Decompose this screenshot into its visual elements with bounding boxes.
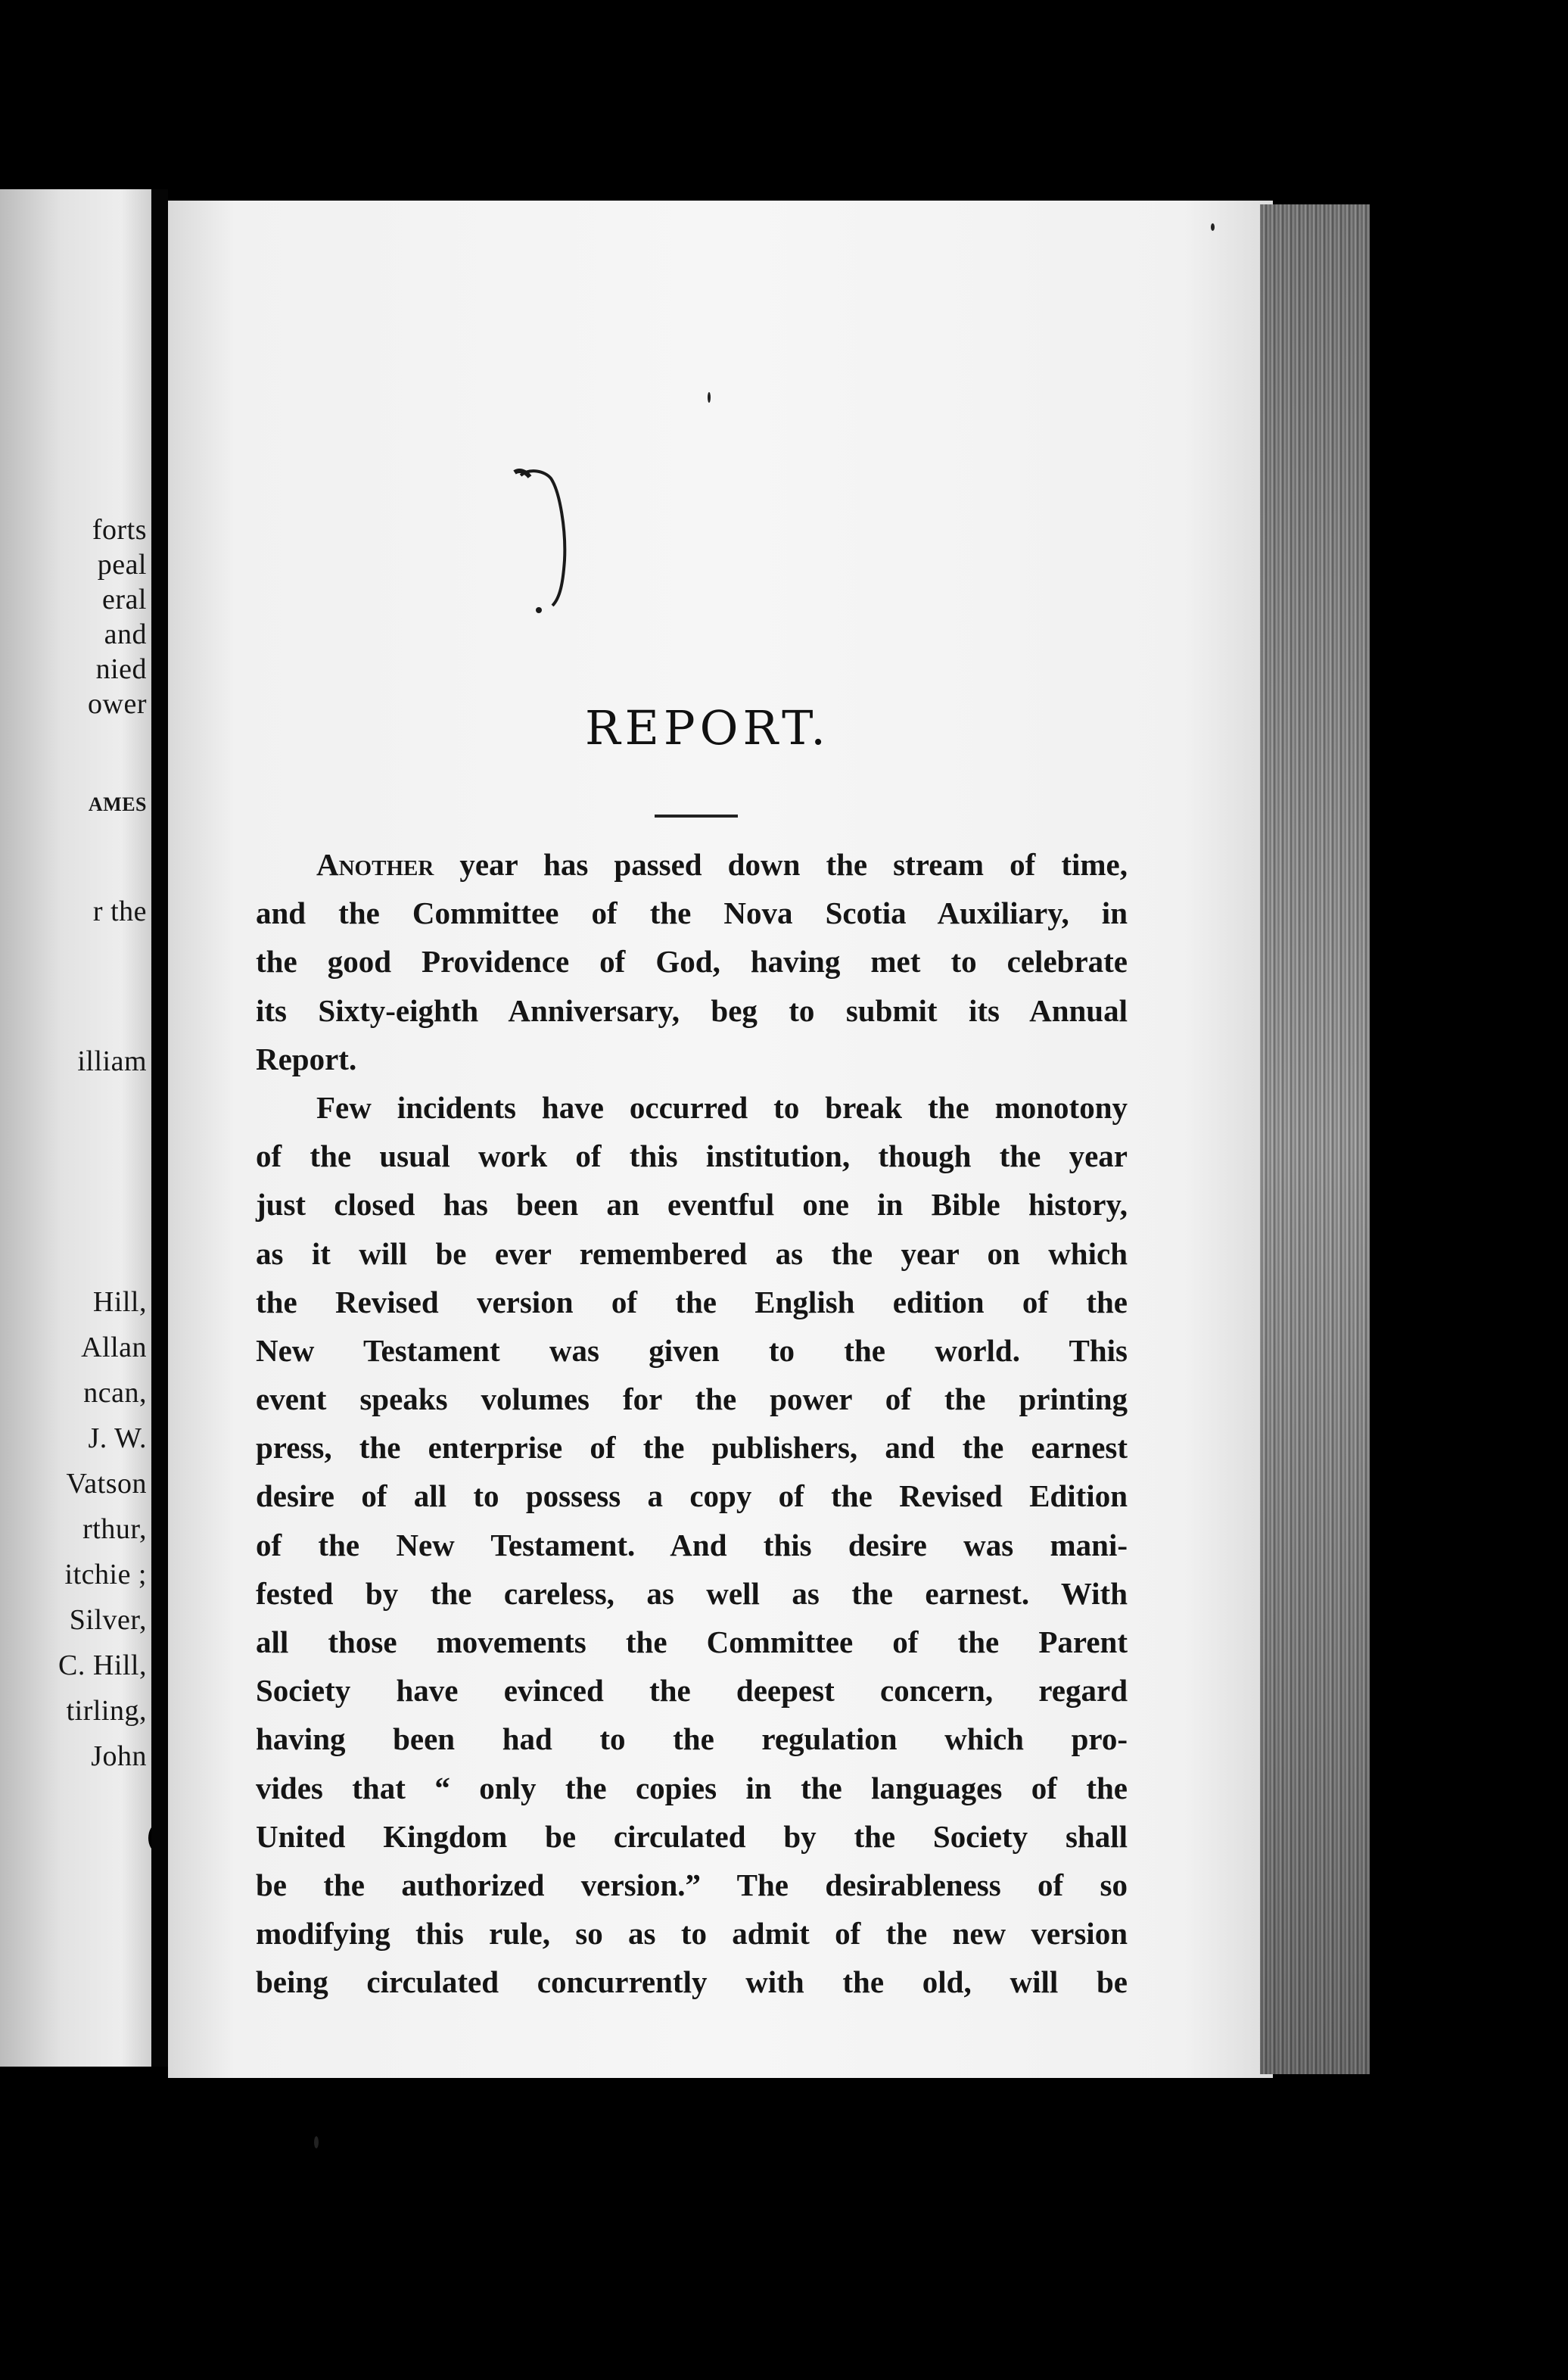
scan-speck bbox=[1211, 223, 1215, 231]
left-page-line: forts bbox=[92, 514, 147, 546]
left-page-line: ower bbox=[88, 688, 147, 720]
paragraph-line: desire of all to possess a copy of the Revised Edition bbox=[256, 1478, 1128, 1514]
paragraph-line: press, the enterprise of the publishers, and the earnest bbox=[256, 1430, 1128, 1466]
page-title: REPORT. bbox=[584, 700, 831, 755]
book-gutter bbox=[151, 189, 168, 2067]
paragraph-line: having been had to the regulation which pro- bbox=[256, 1721, 1128, 1757]
paragraph-line: United Kingdom be circulated by the Society shall bbox=[256, 1818, 1128, 1854]
paragraph-line: Society have evinced the deepest concern, regard bbox=[256, 1673, 1128, 1709]
left-page-line: AMES bbox=[88, 793, 147, 815]
left-page-line: J. W. bbox=[88, 1422, 147, 1454]
paragraph-line: Report. bbox=[256, 1041, 357, 1076]
left-page-line: illiam bbox=[77, 1045, 147, 1077]
paragraph-line: of the usual work of this institution, though the year bbox=[256, 1139, 1128, 1174]
left-page-line: Silver, bbox=[69, 1604, 147, 1636]
left-page-line: C. Hill, bbox=[58, 1649, 147, 1681]
paragraph-line: the Revised version of the English edition of the bbox=[256, 1284, 1128, 1319]
scan-speck bbox=[708, 392, 711, 403]
left-page-line: eral bbox=[102, 584, 147, 615]
lead-word: Another bbox=[316, 847, 434, 882]
report-body bbox=[256, 840, 1128, 2007]
paragraph-line: of the New Testament. And this desire was mani- bbox=[256, 1527, 1128, 1562]
paragraph-line: as it will be ever remembered as the year on which bbox=[256, 1235, 1128, 1271]
paragraph-line: Few incidents have occurred to break the monotony bbox=[316, 1089, 1128, 1125]
facing-page-fragment bbox=[0, 189, 151, 2067]
paragraph-1-line-1: Another year has passed down the stream of time, bbox=[316, 847, 1128, 882]
paragraph-line: New Testament was given to the world. This bbox=[256, 1332, 1128, 1368]
paragraph-line: all those movements the Committee of the Parent bbox=[256, 1625, 1128, 1659]
left-page-line: Vatson bbox=[66, 1468, 147, 1500]
paragraph-line: being circulated concurrently with the old, will be bbox=[256, 1964, 1128, 2000]
paragraph-line: and the Committee of the Nova Scotia Auxiliary, in bbox=[256, 896, 1128, 931]
paragraph-line: fested by the careless, as well as the earnest. With bbox=[256, 1575, 1128, 1611]
paragraph-line: modifying this rule, so as to admit of the new version bbox=[256, 1916, 1128, 1952]
left-page-line: Allan bbox=[81, 1332, 147, 1363]
left-page-line: itchie ; bbox=[64, 1559, 147, 1590]
left-page-line: Hill, bbox=[92, 1286, 147, 1318]
title-rule bbox=[655, 815, 738, 818]
paragraph-line: just closed has been an eventful one in Bible history, bbox=[256, 1187, 1128, 1223]
paragraph-line: its Sixty-eighth Anniversary, beg to submit its Annual bbox=[256, 992, 1128, 1028]
left-page-line: tirling, bbox=[66, 1695, 147, 1727]
left-page-line: r the bbox=[92, 896, 147, 927]
left-page-line: ncan, bbox=[83, 1377, 147, 1409]
pencil-annotation bbox=[507, 462, 590, 628]
page-edges-shade bbox=[1260, 204, 1370, 2074]
scan-speck bbox=[314, 2136, 319, 2148]
left-page-line: nied bbox=[95, 653, 147, 685]
paragraph-line: event speaks volumes for the power of the printing bbox=[256, 1382, 1128, 1417]
paragraph-line: be the authorized version.” The desirableness of so bbox=[256, 1867, 1128, 1902]
paragraph-line: the good Providence of God, having met to celebrate bbox=[256, 944, 1128, 980]
left-page-line: rthur, bbox=[82, 1513, 147, 1545]
left-page-line: and bbox=[104, 618, 147, 650]
left-page-line: peal bbox=[97, 549, 147, 581]
paragraph-line: vides that “ only the copies in the languages of the bbox=[256, 1770, 1128, 1805]
left-page-line: John bbox=[91, 1740, 147, 1772]
